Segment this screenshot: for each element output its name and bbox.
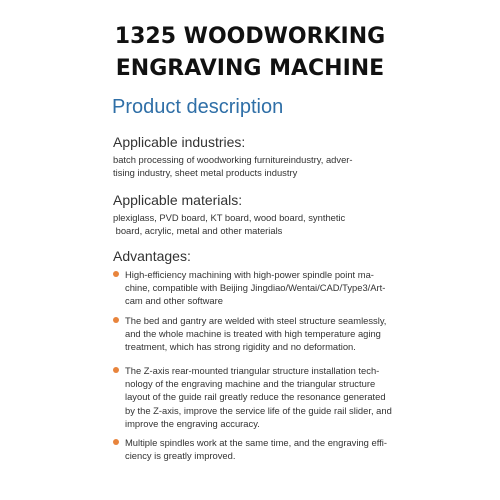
- bullet-dot-icon: [113, 439, 119, 445]
- advantage-line: cam and other software: [125, 295, 223, 307]
- page-title-line-1: 1325 WOODWORKING: [114, 24, 386, 49]
- advantage-text: [125, 314, 405, 354]
- advantage-line: The bed and gantry are welded with steel structure seamlessly,: [125, 315, 387, 326]
- advantage-text: [125, 436, 405, 462]
- advantage-text: [125, 268, 405, 308]
- materials-text: [113, 211, 393, 237]
- page-title-line-2: ENGRAVING MACHINE: [115, 56, 385, 81]
- section-heading: Product description: [112, 96, 284, 118]
- advantage-line: The Z-axis rear-mounted triangular structure installation tech-: [125, 365, 380, 376]
- advantage-line: Multiple spindles work at the same time, and the engraving effi-: [125, 437, 387, 448]
- materials-line: board, acrylic, metal and other materials: [113, 225, 283, 237]
- advantage-line: chine, compatible with Beijing Jingdiao/Wentai/CAD/Type3/Art-: [125, 282, 386, 294]
- industries-line: batch processing of woodworking furnitureindustry, adver-: [113, 154, 353, 165]
- advantages-heading: Advantages:: [113, 248, 191, 264]
- bullet-dot-icon: [113, 367, 119, 373]
- industries-text: [113, 153, 393, 179]
- industries-line: tising industry, sheet metal products industry: [113, 167, 298, 179]
- materials-heading: Applicable materials:: [113, 192, 243, 208]
- bullet-dot-icon: [113, 271, 119, 277]
- materials-line: plexiglass, PVD board, KT board, wood board, synthetic: [113, 212, 346, 223]
- advantage-line: improve the engraving accuracy.: [125, 417, 260, 429]
- advantage-line: High-efficiency machining with high-power spindle point ma-: [125, 269, 374, 280]
- advantage-line: nology of the engraving machine and the triangular structure: [125, 378, 376, 390]
- advantage-line: and the whole machine is treated with high temperature aging: [125, 328, 381, 340]
- advantage-line: ciency is greatly improved.: [125, 450, 236, 462]
- advantage-text: [125, 364, 405, 430]
- bullet-dot-icon: [113, 317, 119, 323]
- industries-heading: Applicable industries:: [113, 134, 246, 150]
- advantage-line: treatment, which has strong rigidity and no deformation.: [125, 341, 356, 353]
- advantage-line: by the Z-axis, improve the service life of the guide rail slider, and: [125, 404, 392, 416]
- advantage-line: layout of the guide rail greatly reduce the resonance generated: [125, 391, 386, 403]
